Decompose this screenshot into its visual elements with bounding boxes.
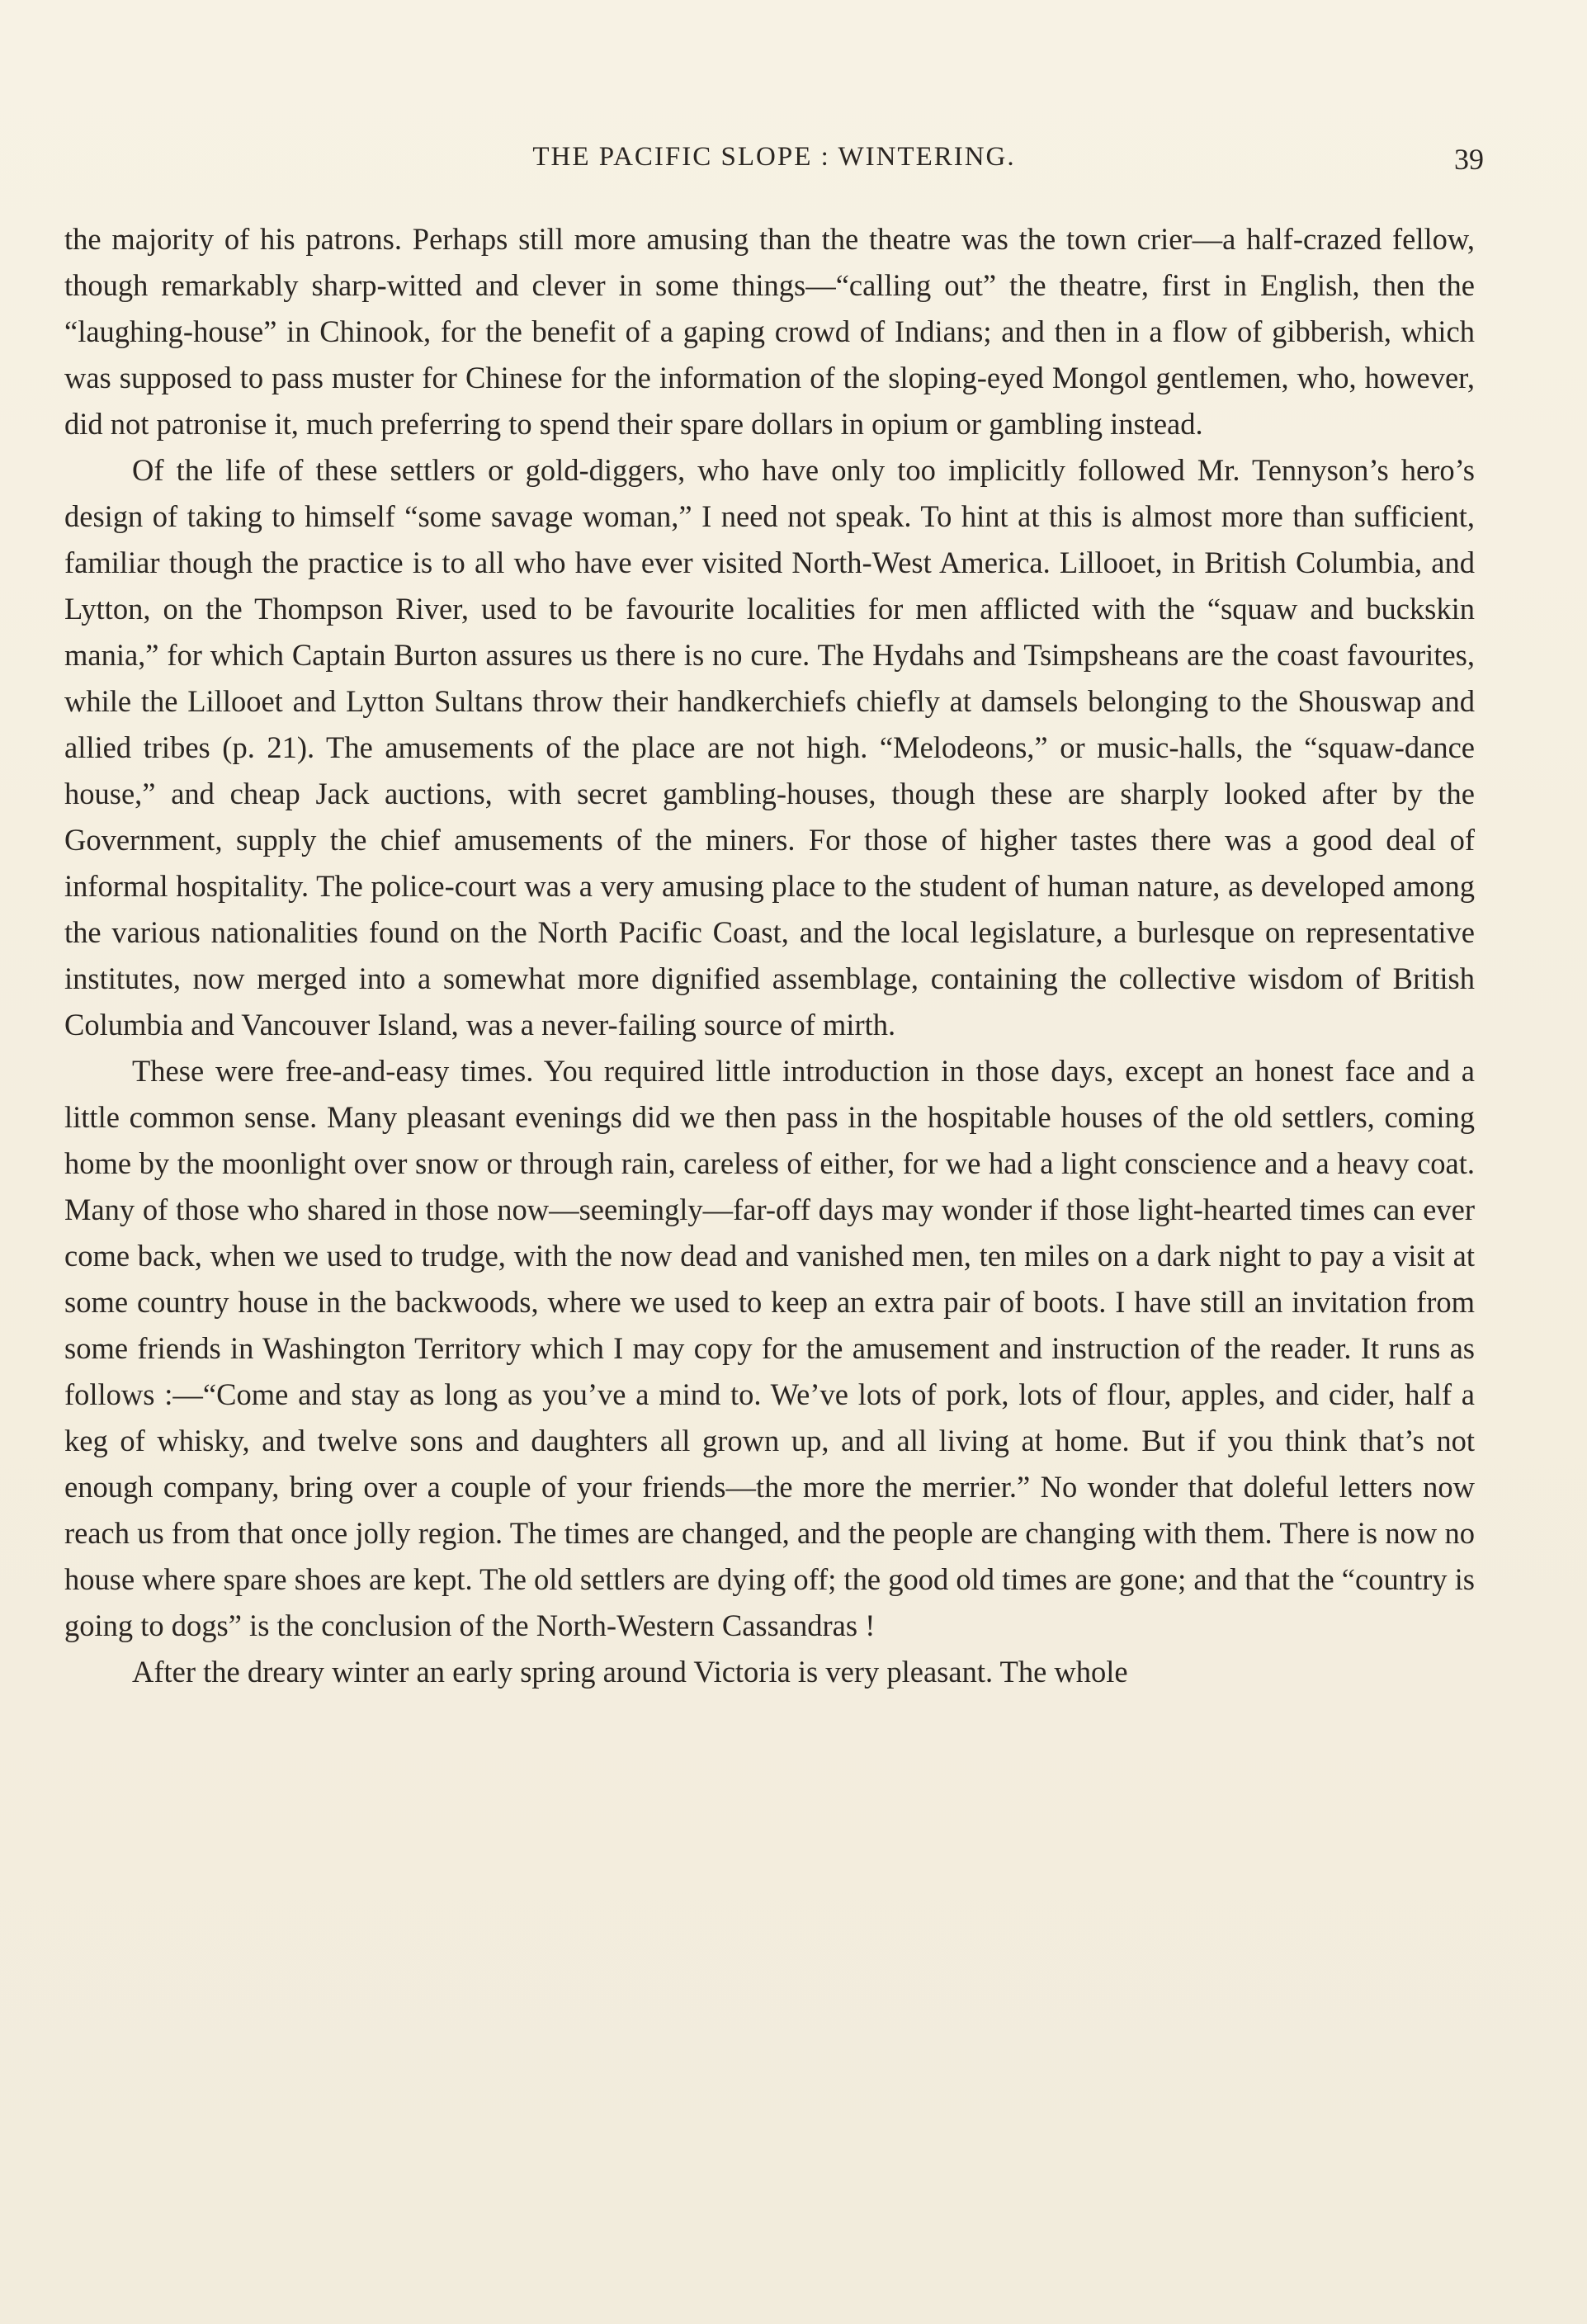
paragraph: After the dreary winter an early spring around Victoria is very pleasant. The whole xyxy=(132,1655,1128,1689)
page-number: 39 xyxy=(1454,143,1484,176)
running-title: THE PACIFIC SLOPE : WINTERING. xyxy=(532,142,1016,172)
paragraph: Of the life of these settlers or gold-diggers, who have only too implicitly followed Mr. Tennyson’s hero’s design of taking to himself “some savage woman,” I need not speak. To hint at this is almost more than sufficient, familiar though the practice is to all who have ever visited North-West America. Lillooet, in British Columbia, and Lytton, on the Thompson River, used to be favourite localities for men afflicted with the “squaw and buckskin mania,” for which Captain Burton assures us there is no cure. The Hydahs and Tsimpsheans are the coast favourites, while the Lillooet and Lytton Sultans throw their handkerchiefs chiefly at damsels belonging to the Shouswap and allied tribes (p. 21). The amusements of the place are not high. “Melodeons,” or music-halls, the “squaw-dance house,” and cheap Jack auctions, with secret gambling-houses, though these are sharply looked after by the Government, supply the chief amusements of the miners. For those of higher tastes there was a good deal of informal hospitality. The police-court was a very amusing place to the student of human nature, as developed among the various nationalities found on the North Pacific Coast, and the local legislature, a burlesque on representative institutes, now merged into a somewhat more dignified assemblage, containing the collective wisdom of British Columbia and Vancouver Island, was a never-failing source of mirth. xyxy=(64,453,1475,1042)
paragraph-continued: the majority of his patrons. Perhaps still more amusing than the theatre was the town crier—a half-crazed fellow, though remarkably sharp-witted and clever in some things—“calling out” the theatre, first in English, then the “laughing-house” in Chinook, for the benefit of a gaping crowd of Indians; and then in a flow of gibberish, which was supposed to pass muster for Chinese for the information of the sloping-eyed Mongol gentlemen, who, however, did not patronise it, much preferring to spend their spare dollars in opium or gambling instead. xyxy=(64,222,1475,441)
running-head xyxy=(64,142,1484,183)
paragraph: These were free-and-easy times. You required little introduction in those days, except an honest face and a little common sense. Many pleasant evenings did we then pass in the hospitable houses of the old settlers, coming home by the moonlight over snow or through rain, careless of either, for we had a light conscience and a heavy coat. Many of those who shared in those now—seemingly—far-off days may wonder if those light-hearted times can ever come back, when we used to trudge, with the now dead and vanished men, ten miles on a dark night to pay a visit at some country house in the backwoods, where we used to keep an extra pair of boots. I have still an invitation from some friends in Washington Territory which I may copy for the amusement and instruction of the reader. It runs as follows :—“Come and stay as long as you’ve a mind to. We’ve lots of pork, lots of flour, apples, and cider, half a keg of whisky, and twelve sons and daughters all grown up, and all living at home. But if you think that’s not enough company, bring over a couple of your friends—the more the merrier.” No wonder that doleful letters now reach us from that once jolly region. The times are changed, and the people are changing with them. There is now no house where spare shoes are kept. The old settlers are dying off; the good old times are gone; and that the “country is going to dogs” is the conclusion of the North-Western Cassandras ! xyxy=(64,1054,1475,1642)
body-text xyxy=(64,216,1475,1695)
